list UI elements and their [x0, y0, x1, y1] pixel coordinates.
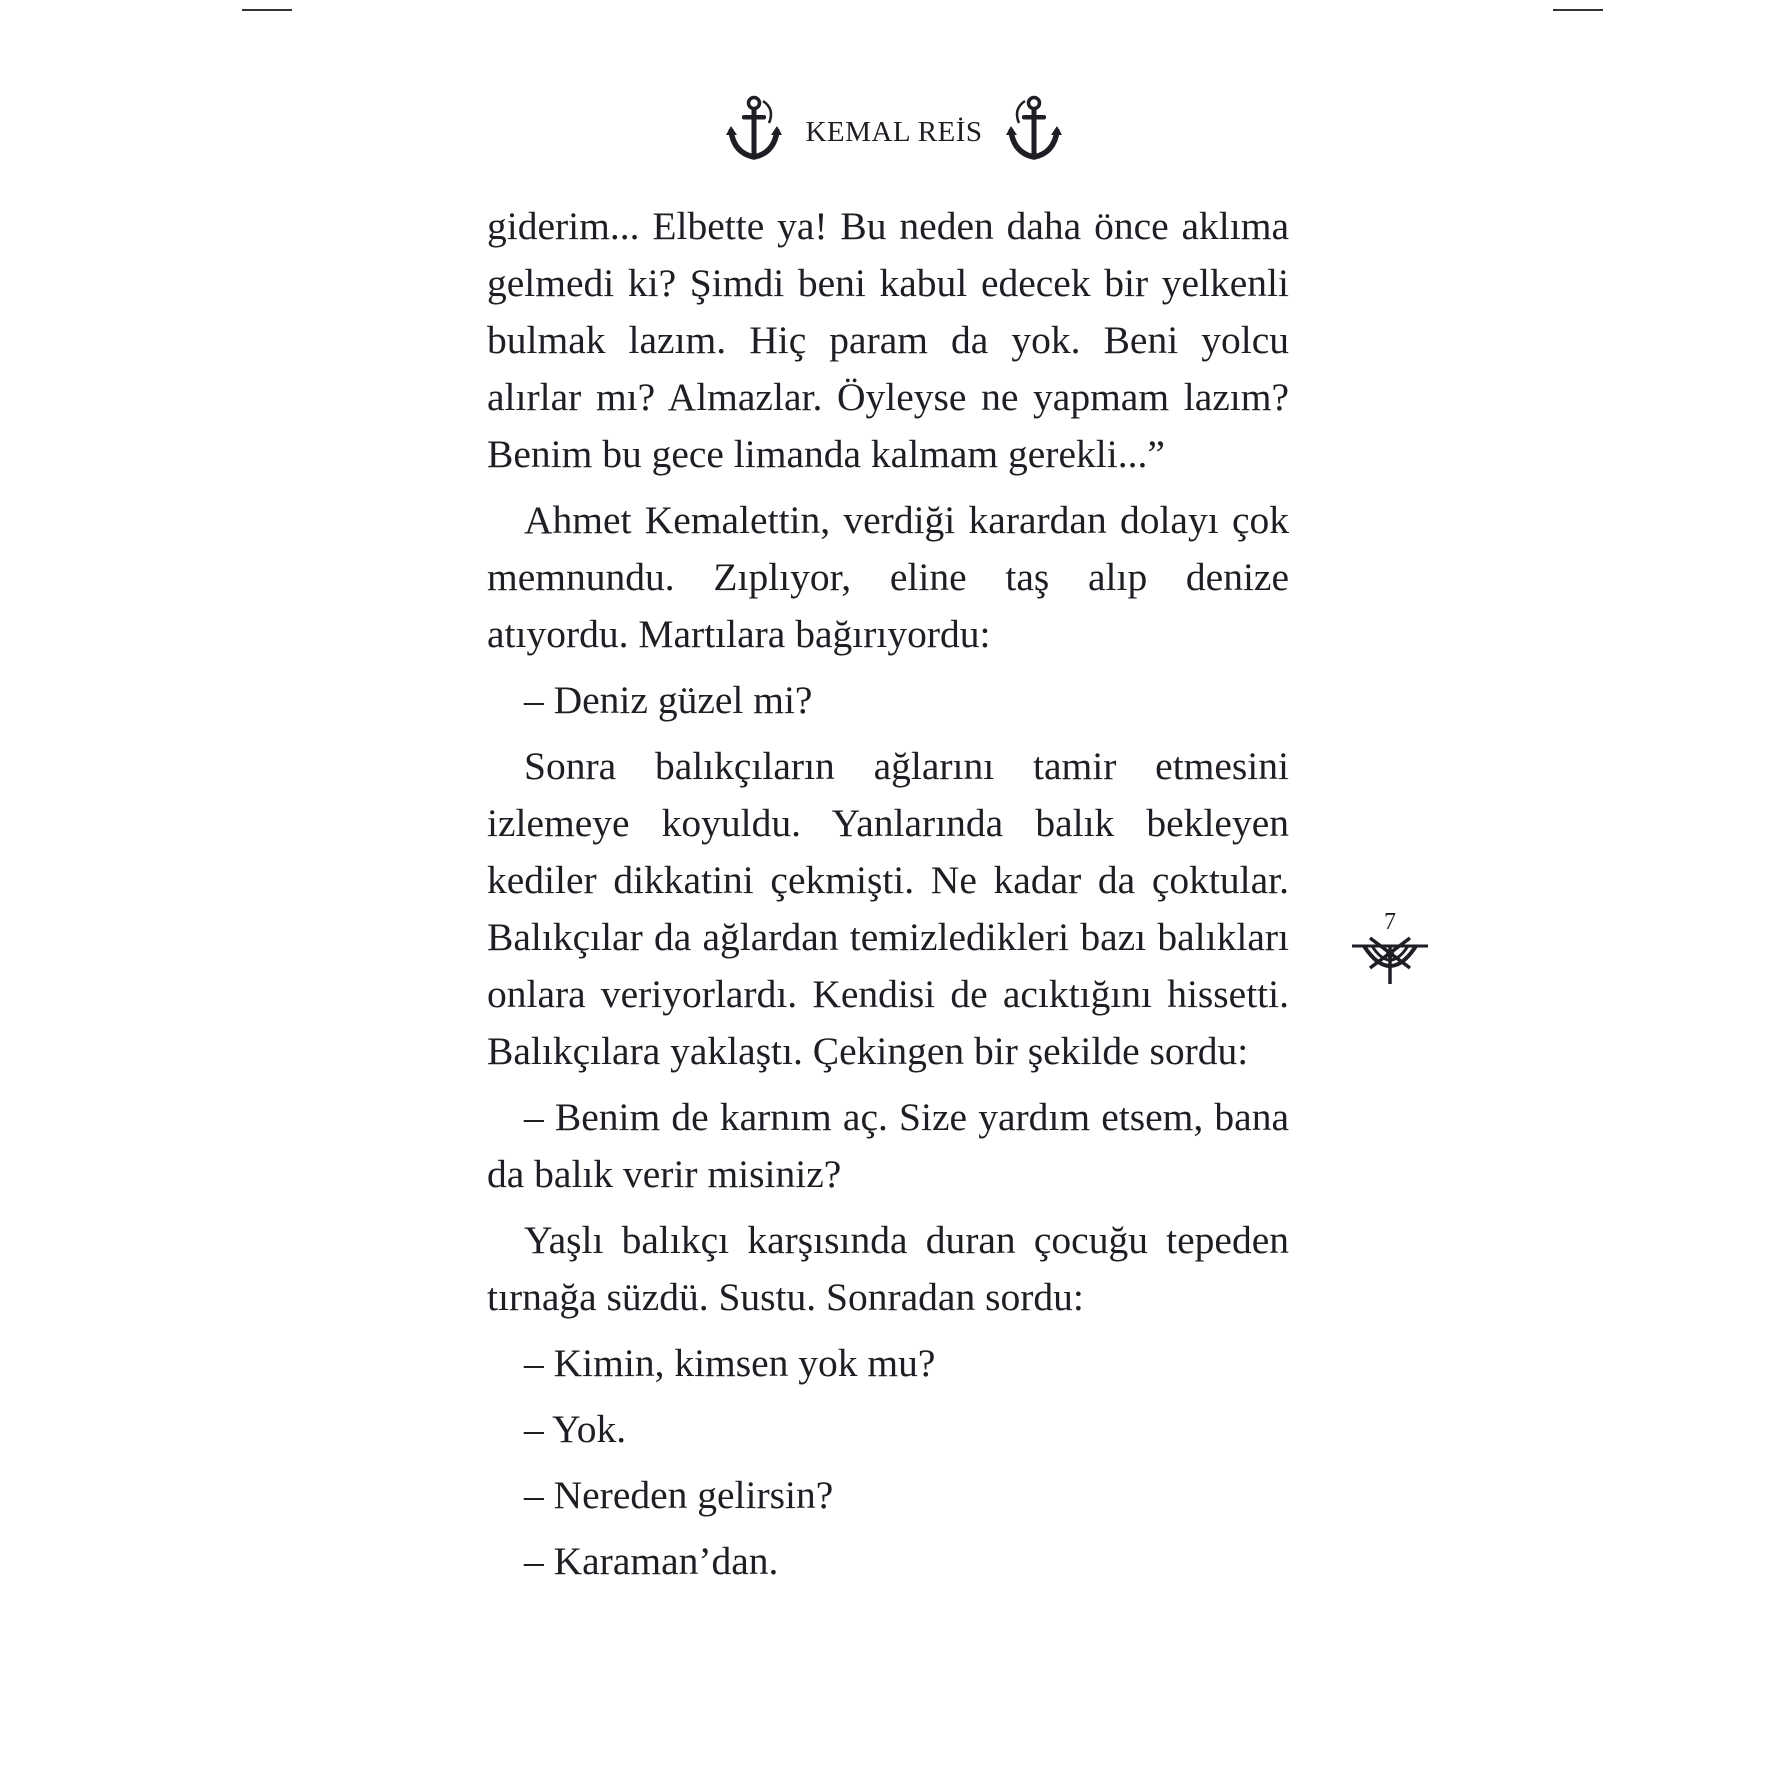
dialogue-line: – Kimin, kimsen yok mu?	[524, 1341, 936, 1385]
folio	[1350, 910, 1430, 986]
crop-mark-left	[242, 9, 292, 11]
dialogue-line: – Benim de karnım aç. Size yardım etsem, bana da balık verir misiniz?	[487, 1095, 1289, 1196]
page-number: 7	[1384, 909, 1396, 935]
paragraph: Sonra balıkçıların ağlarını tamir etmesini izlemeye koyuldu. Yanlarında balık bekleyen kediler dikkatini çekmişti. Ne kadar da çoktular. Balıkçılar da ağlardan temizledikleri bazı balıkları onlara veriyorlardı. Kendisi de acıktığını hissetti. Balıkçılara yaklaştı. Çekingen bir şekilde sordu:	[487, 744, 1289, 1073]
dialogue-line: – Nereden gelirsin?	[524, 1473, 834, 1517]
dialogue-line: – Yok.	[524, 1407, 627, 1451]
body-text	[487, 198, 1289, 1599]
crop-mark-right	[1553, 9, 1603, 11]
anchor-icon	[1005, 95, 1063, 163]
paragraph: Ahmet Kemalettin, verdiği karardan dolayı çok memnundu. Zıplıyor, eline taş alıp denize atıyordu. Martılara bağırıyordu:	[487, 498, 1289, 656]
running-header	[0, 95, 1788, 163]
dialogue-line: – Deniz güzel mi?	[524, 678, 813, 722]
anchor-icon	[725, 95, 783, 163]
paragraph: giderim... Elbette ya! Bu neden daha önce aklıma gelmedi ki? Şimdi beni kabul edecek bir yelkenli bulmak lazım. Hiç param da yok. Beni yolcu alırlar mı? Almazlar. Öyleyse ne yapmam lazım? Benim bu gece limanda kalmam gerekli...”	[487, 204, 1289, 476]
paragraph: Yaşlı balıkçı karşısında duran çocuğu tepeden tırnağa süzdü. Sustu. Sonradan sordu:	[487, 1218, 1289, 1319]
dialogue-line: – Karaman’dan.	[524, 1539, 779, 1583]
ship-wheel-icon	[1350, 934, 1430, 986]
running-title: KEMAL REİS	[805, 115, 983, 148]
